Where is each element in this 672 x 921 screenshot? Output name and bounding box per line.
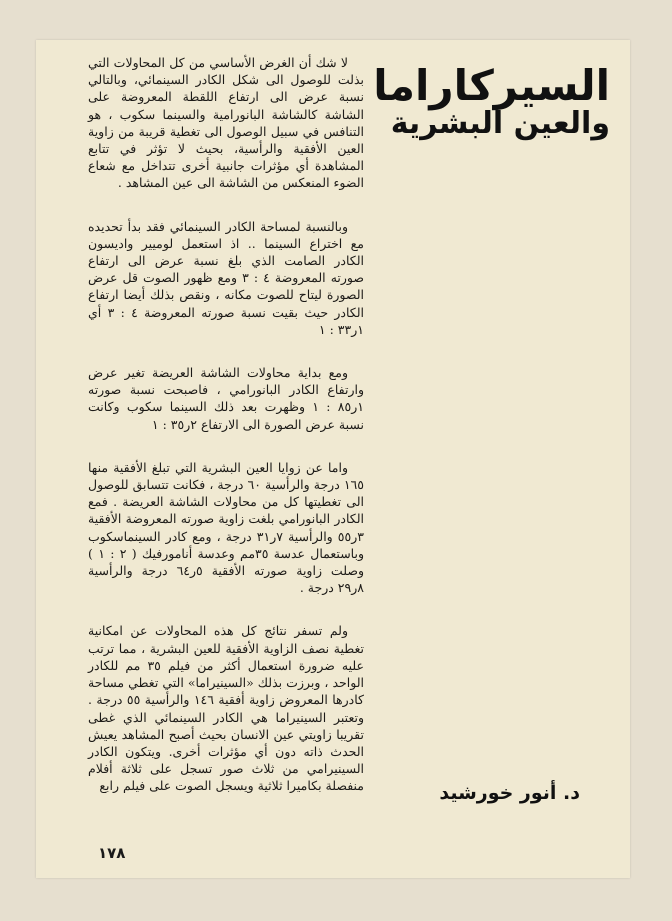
paragraph-3: ومع بداية محاولات الشاشة العريضة تغير عرض وارتفاع الكادر البانورامي ، فاصبحت نسبة صورته ١ر٨٥ : ١ وظهرت بعد ذلك السينما سكوب وكانت نسبة عرض الصورة الى الارتفاع ٢ر٣٥ : ١	[88, 365, 364, 432]
article-subtitle: والعين البشرية	[390, 106, 610, 141]
paragraph-2: وبالنسبة لمساحة الكادر السينمائي فقد بدأ تحديده مع اختراع السينما .. اذ استعمل لوميير واديسون الكادر الصامت الذي بلغ نسبة عرض الى ارتفاع صورته المعروضة ٤ : ٣ ومع ظهور الصوت قل عرض الصورة ليتاح للصوت مكانه ، ونقص بذلك أيضا ارتفاع الكادر حيث بقيت نسبة صورته المعروضة ٤ : ٣ أي ١ر٣٣ : ١	[88, 218, 364, 337]
paragraph-4: واما عن زوايا العين البشرية التي تبلغ الأفقية منها ١٦٥ درجة والرأسية ٦٠ درجة ، فكانت تتسابق للوصول الى تغطيتها كل من محاولات الشاشة العريضة . فمع الكادر البانورامي بلغت زاوية صورته المعروضة الأفقية ٣ر٥٥ والرأسية ٧ر٣١ درجة ، ومع كادر السينماسكوب وباستعمال عدسة ٣٥مم وعدسة أنامورفيك ( ٢ : ١ ) وصلت زاوية صورته الأفقية ٥ر٦٤ درجة والرأسية ٨ر٢٩ درجة .	[88, 459, 364, 596]
article-body	[88, 54, 364, 821]
article-title: السيركاراما	[373, 61, 610, 110]
author-name: د. أنور خورشيد	[439, 782, 580, 804]
paragraph-1: لا شك أن الغرض الأساسي من كل المحاولات التي بذلت للوصول الى شكل الكادر السينمائي، وبالتالي نسبة عرض الى ارتفاع اللقطة المعروضة على الشاشة كالشاشة البانورامية والسينما سكوب ، هو التنافس في سبيل الوصول الى تغطية قريبة من زاوية العين الأفقية والرأسية، بحيث لا تؤثر في تتابع المشاهدة أي مؤثرات جانبية أخرى تتداخل مع شعاع الضوء المنعكس من الشاشة الى عين المشاهد .	[88, 55, 364, 191]
page-number: ١٧٨	[98, 844, 126, 862]
paragraph-5: ولم تسفر نتائج كل هذه المحاولات عن امكانية تغطية نصف الزاوية الأفقية للعين البشرية ، مما ترتب عليه ضرورة استعمال أكثر من فيلم ٣٥ مم للكادر الواحد ، وبرزت بذلك «السينيراما» التي تغطي مساحة كادرها المعروض زاوية أفقية ١٤٦ والرأسية ٥٥ درجة . وتعتبر السينيراما هي الكادر السينمائي الذي غطى تقريبا زاويتي عين الانسان بحيث أصبح المشاهد يعيش الحدث ذاته دون أي مؤثرات أخرى. ويتكون الكادر السينيرامي من ثلاث صور تسجل على ثلاثة أفلام منفصلة بكاميرا ثلاثية ويسجل الصوت على فيلم رابع	[88, 623, 365, 794]
article-title-block	[370, 62, 610, 142]
magazine-page	[36, 40, 630, 878]
